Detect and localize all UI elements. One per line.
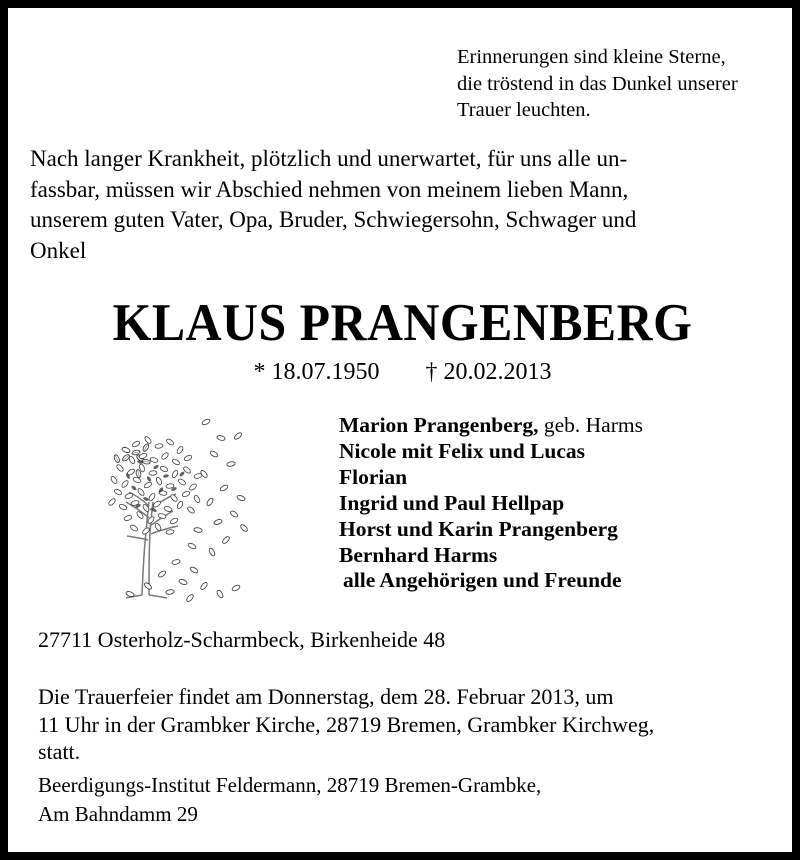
service-line-1: Die Trauerfeier findet am Donnerstag, dem 28. Februar 2013, um xyxy=(38,684,614,709)
service-line-2: 11 Uhr in der Grambker Kirche, 28719 Bremen, Grambker Kirchweg, xyxy=(38,711,655,737)
funeral-home-line-1: Beerdigungs-Institut Feldermann, 28719 Bremen-Grambke, xyxy=(38,773,542,797)
service-line-3: statt. xyxy=(38,739,81,764)
family-entry xyxy=(339,491,759,517)
family-entry-name: Ingrid und Paul Hellpap xyxy=(339,490,565,515)
funeral-home-line-2: Am Bahndamm 29 xyxy=(38,802,198,826)
family-entry xyxy=(339,439,759,465)
birth-star-icon: * xyxy=(253,359,266,385)
announcement-line-3: unserem guten Vater, Opa, Bruder, Schwiegersohn, Schwager und xyxy=(30,207,637,232)
announcement-paragraph xyxy=(30,144,775,266)
quote-line-2: die tröstend in das Dunkel unserer xyxy=(457,72,738,95)
quote-line-3: Trauer leuchten. xyxy=(457,99,591,121)
family-entry-name: Horst und Karin Prangenberg xyxy=(339,516,618,541)
family-survivors-list xyxy=(339,413,759,594)
family-entry-name: Marion Prangenberg, xyxy=(339,413,539,437)
birth-date: 18.07.1950 xyxy=(271,359,380,385)
family-entry-name: alle Angehörigen und Freunde xyxy=(343,568,622,593)
death-date: 20.02.2013 xyxy=(443,359,552,385)
quote-line-1: Erinnerungen sind kleine Sterne, xyxy=(457,46,726,68)
tree-illustration xyxy=(86,410,276,602)
funeral-home-info xyxy=(38,771,778,829)
family-entry-name: Florian xyxy=(339,464,408,489)
family-entry xyxy=(339,413,759,439)
family-entry-name: Nicole mit Felix und Lucas xyxy=(339,438,586,463)
announcement-line-1: Nach langer Krankheit, plötzlich und unerwartet, für uns alle un- xyxy=(30,146,628,171)
family-entry xyxy=(339,568,759,594)
deceased-name: KLAUS PRANGENBERG xyxy=(112,294,693,352)
announcement-line-2: fassbar, müssen wir Abschied nehmen von meinem lieben Mann, xyxy=(30,176,629,202)
death-notice-card xyxy=(8,8,792,852)
life-dates xyxy=(30,357,775,387)
funeral-service-details xyxy=(38,683,776,766)
family-entry-suffix: geb. Harms xyxy=(538,413,643,437)
residence-address: 27711 Osterholz-Scharmbeck, Birkenheide 48 xyxy=(38,627,446,652)
announcement-line-4: Onkel xyxy=(30,237,87,263)
family-entry-name: Bernhard Harms xyxy=(339,542,498,567)
family-entry xyxy=(339,543,759,569)
family-entry xyxy=(339,517,759,543)
family-entry xyxy=(339,465,759,491)
memorial-quote xyxy=(457,44,777,124)
death-cross-icon: † xyxy=(425,359,438,385)
